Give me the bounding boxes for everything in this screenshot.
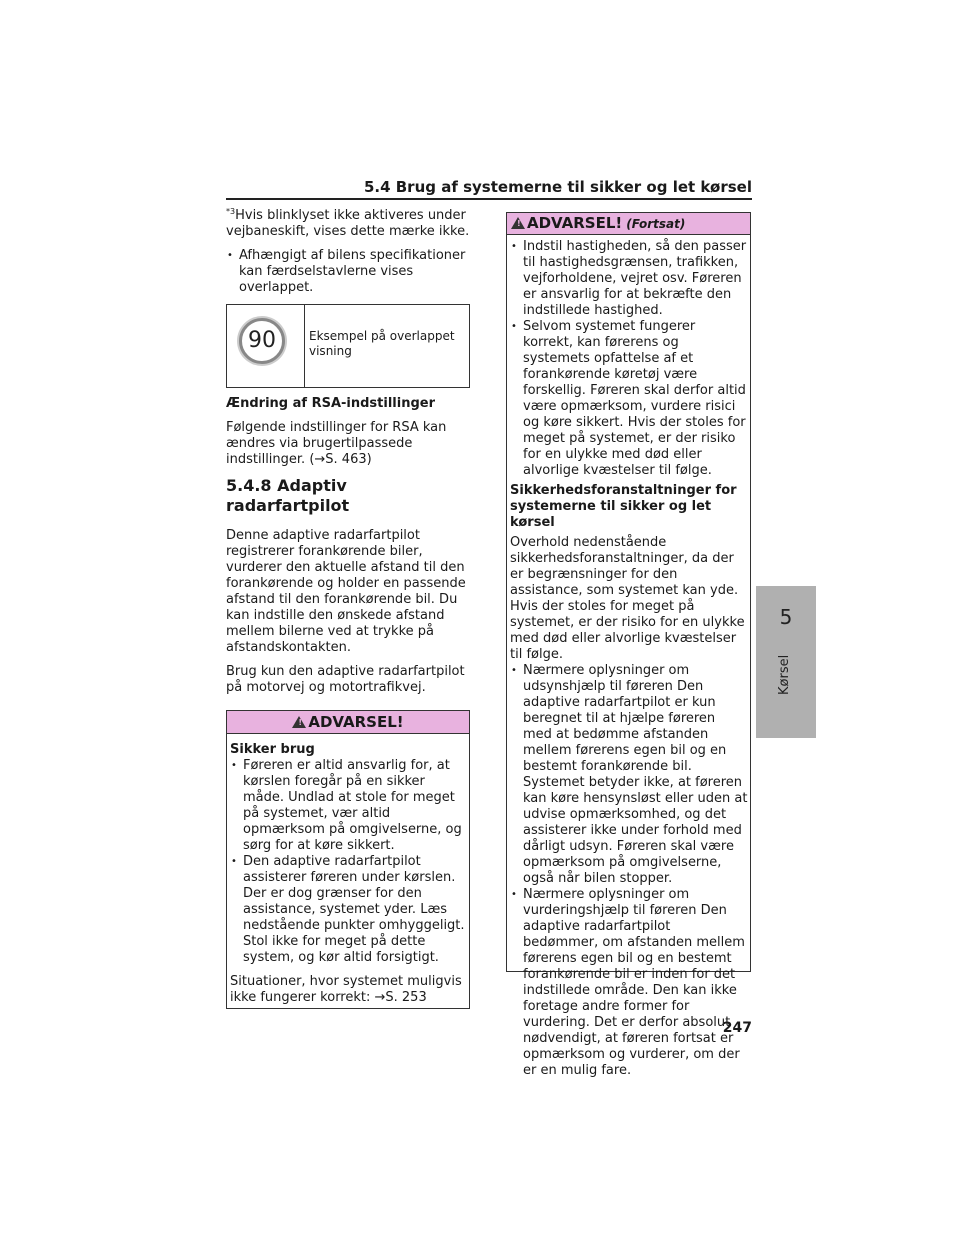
footnote xyxy=(226,208,470,240)
warning-title-text: ADVARSEL! xyxy=(308,713,404,731)
header-rule xyxy=(226,198,752,200)
warning-subhead: Sikker brug xyxy=(230,742,315,757)
chapter-label-text: Kørsel xyxy=(777,654,792,695)
rsa-text: Følgende indstillinger for RSA kan ændres via brugertilpassede indstillinger. (→S. 463) xyxy=(226,420,447,467)
warning-title xyxy=(227,711,469,734)
chapter-label xyxy=(773,650,797,700)
warning-bullets xyxy=(230,758,467,966)
figure-divider xyxy=(304,305,305,387)
section-title: 5.4.8 Adaptiv radarfartpilot xyxy=(226,476,350,515)
list-item: • Nærmere oplysninger om udsynshjælp til føreren Den adaptive radarfartpilot er kun beregnet til at hjælpe føreren med at bedømme afstanden mellem førerens egen bil og en bestemt forankørende bil. Systemet betyder ikke, at føreren kan køre hensynsløst eller uden at udvise opmærksomhed, og det assisterer ikke under forhold med dårligt udsyn. Føreren skal være opmærksom på omgivelserne, også når bilen stopper. xyxy=(510,663,748,887)
warning-bullets-bottom xyxy=(510,663,748,1079)
list-item: • Afhængigt af bilens specifikationer kan færdselstavlerne vises overlappet. xyxy=(226,248,470,296)
left-column xyxy=(226,208,470,1009)
list-item: • Føreren er altid ansvarlig for, at kørslen foregår på en sikker måde. Undlad at stole for meget på systemet, vær altid opmærksom på omgivelserne, og sørg for at køre sikkert. xyxy=(230,758,467,854)
example-figure xyxy=(226,304,470,388)
warning-icon: ! xyxy=(292,716,306,728)
list-item: • Den adaptive radarfartpilot assisterer føreren under kørslen. Der er dog grænser for den assistance, systemet yder. Læs nedstående punkter omhyggeligt. Stol ikke for meget på dette system, og kør altid forsigtigt. xyxy=(230,854,467,966)
warning-icon: ! xyxy=(511,217,525,229)
warning-paragraph: Overhold nedenstående sikkerhedsforanstaltninger, da der er begrænsninger for den assistance, som systemet kan yde. Hvis der stoles for meget på systemet, er der risiko for en ulykke med død eller alvorlige kvæstelser til følge. xyxy=(510,535,745,662)
footnote-mark: *3 xyxy=(226,207,236,216)
section-paragraph-2: Brug kun den adaptive radarfartpilot på motorvej og motortrafikvej. xyxy=(226,664,465,695)
warning-bullets-top xyxy=(510,239,748,479)
left-bullets xyxy=(226,248,470,296)
warning-footer: Situationer, hvor systemet muligvis ikke fungerer korrekt: →S. 253 xyxy=(230,974,462,1005)
warning-body xyxy=(227,734,469,1008)
list-item: • Nærmere oplysninger om vurderingshjælp til føreren Den adaptive radarfartpilot bedømmer, om afstanden mellem førerens egen bil og en bestemt forankørende bil er inden for det indstillede område. Den kan ikke foretage andre former for vurdering. Det er derfor absolut nødvendigt, at føreren fortsat er opmærksom og vurderer, om der er en mulig fare. xyxy=(510,887,748,1079)
warning-subhead: Sikkerhedsforanstaltninger for systemerne til sikker og let kørsel xyxy=(510,483,737,530)
chapter-tab: 5 xyxy=(756,586,816,648)
page-number: 247 xyxy=(722,1020,752,1036)
list-item: • Indstil hastigheden, så den passer til hastighedsgrænsen, trafikken, vejforholdene, vejret osv. Føreren er ansvarlig for at bekræfte den indstillede hastighed. xyxy=(510,239,748,319)
speed-limit-sign-icon: 90 xyxy=(239,318,285,364)
running-header: 5.4 Brug af systemerne til sikker og let kørsel xyxy=(363,178,752,196)
rsa-heading: Ændring af RSA-indstillinger xyxy=(226,396,435,411)
footnote-text: Hvis blinklyset ikke aktiveres under vejbaneskift, vises dette mærke ikke. xyxy=(226,208,470,239)
warning-title-text: ADVARSEL! xyxy=(527,214,623,232)
warning-box xyxy=(226,710,470,1009)
list-item: • Selvom systemet fungerer korrekt, kan førerens og systemets opfattelse af et forankørende køretøj være forskellig. Føreren skal derfor altid være opmærksom, vurdere risici og køre sikkert. Hvis der stoles for meget på systemet, er der risiko for en ulykke med død eller alvorlige kvæstelser til følge. xyxy=(510,319,748,479)
warning-body xyxy=(507,235,750,1089)
continued-label: (Fortsat) xyxy=(626,217,686,231)
figure-caption: Eksempel på overlappet visning xyxy=(309,329,455,358)
section-paragraph-1: Denne adaptive radarfartpilot registrerer forankørende biler, vurderer den aktuelle afstand til den forankørende og holder en passende afstand til den forankørende bil. Du kan indstille den ønskede afstand mellem bilerne ved at trykke på afstandskontakten. xyxy=(226,528,466,655)
warning-title xyxy=(507,213,750,235)
